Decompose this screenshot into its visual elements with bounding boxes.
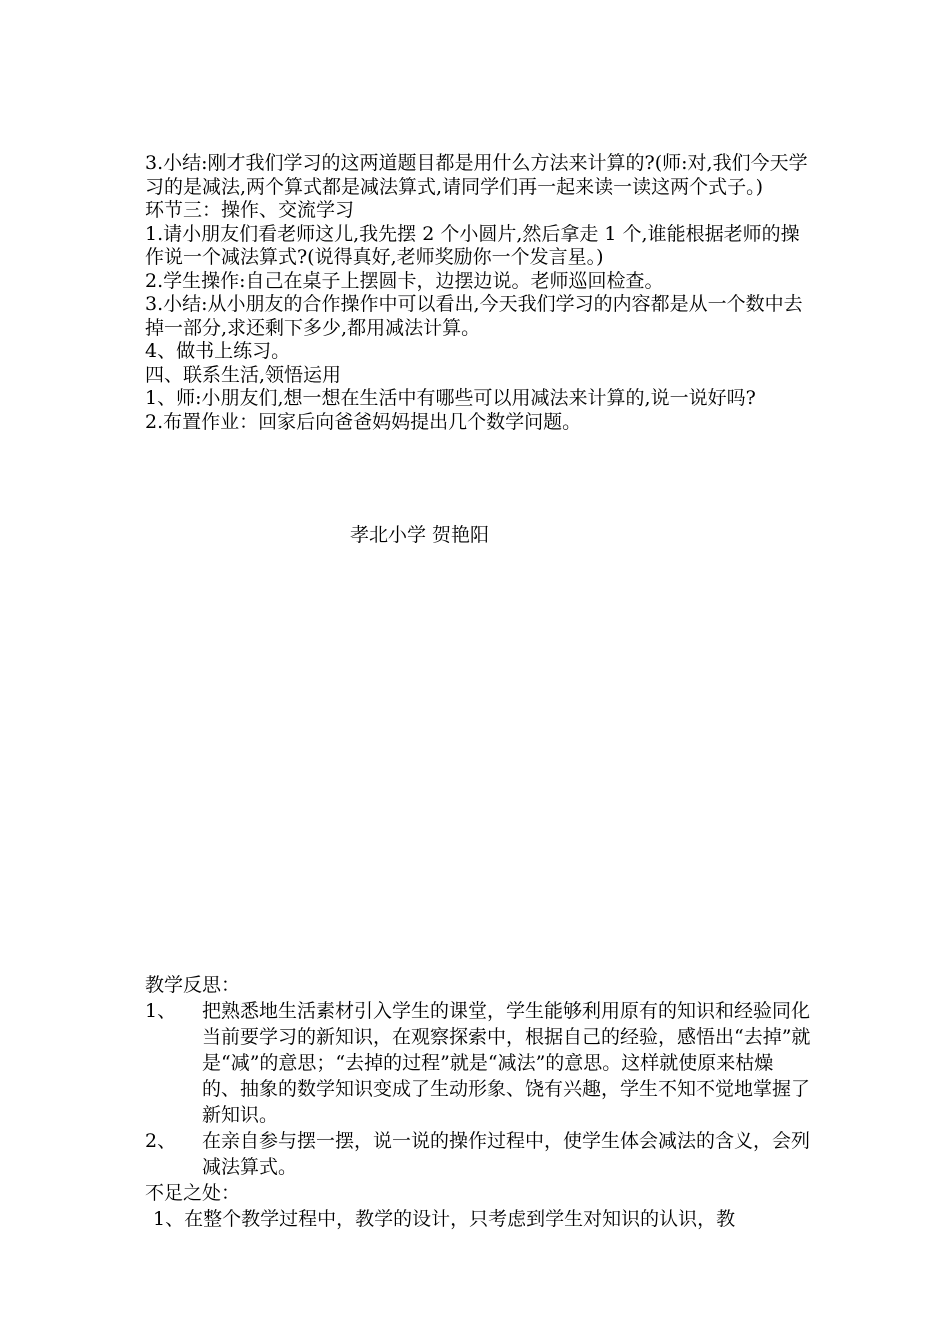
operation-paragraph: 1.请小朋友们看老师这儿,我先摆 2 个小圆片,然后拿走 1 个,谁能根据老师的操作说一个减法算式?(说得真好,老师奖励你一个发言星。): [145, 222, 800, 268]
reflection-item: [145, 1128, 811, 1180]
reflection-item-text: 把熟悉地生活素材引入学生的课堂，学生能够利用原有的知识和经验同化当前要学习的新知识，在观察探索中，根据自己的经验，感悟出“去掉”就是“减”的意思；“去掉的过程”就是“减法”的意思。这样就使原来枯燥的、抽象的数学知识变成了生动形象、饶有兴趣，学生不知不觉地掌握了新知识。: [202, 1000, 811, 1126]
section-heading-stage-three: 环节三：操作、交流学习: [145, 199, 355, 221]
teacher-question-paragraph: 1、师:小朋友们,想一想在生活中有哪些可以用减法来计算的,说一说好吗?: [145, 387, 756, 409]
reflection-item: [145, 998, 811, 1128]
shortcoming-line: 1、在整个教学过程中，教学的设计，只考虑到学生对知识的认识，教: [153, 1208, 736, 1230]
reflection-item-text: 在亲自参与摆一摆，说一说的操作过程中，使学生体会减法的含义，会列减法算式。: [202, 1130, 811, 1178]
section-heading-four: 四、联系生活,领悟运用: [145, 363, 342, 386]
student-operation-paragraph: 2.学生操作:自己在桌子上摆圆卡，边摆边说。老师巡回检查。: [145, 269, 664, 292]
shortcoming-heading: 不足之处：: [145, 1182, 241, 1204]
reflection-item-number: 2、: [145, 1130, 177, 1152]
reflection-section: [145, 972, 811, 1232]
author-signature: 孝北小学 贺艳阳: [350, 524, 490, 546]
lesson-steps-section: [145, 152, 811, 434]
summary-paragraph-2: 3.小结:从小朋友的合作操作中可以看出,今天我们学习的内容都是从一个数中去掉一部分,求还剩下多少,都用减法计算。: [145, 293, 803, 339]
reflection-item-number: 1、: [145, 1000, 177, 1022]
exercise-line: 4、做书上练习。: [145, 340, 291, 362]
reflection-heading: 教学反思：: [145, 974, 241, 996]
homework-line: 2.布置作业：回家后向爸爸妈妈提出几个数学问题。: [145, 410, 582, 433]
summary-paragraph-1: 3.小结:刚才我们学习的这两道题目都是用什么方法来计算的?(师:对,我们今天学习的是减法,两个算式都是减法算式,请同学们再一起来读一读这两个式子。): [145, 152, 808, 198]
